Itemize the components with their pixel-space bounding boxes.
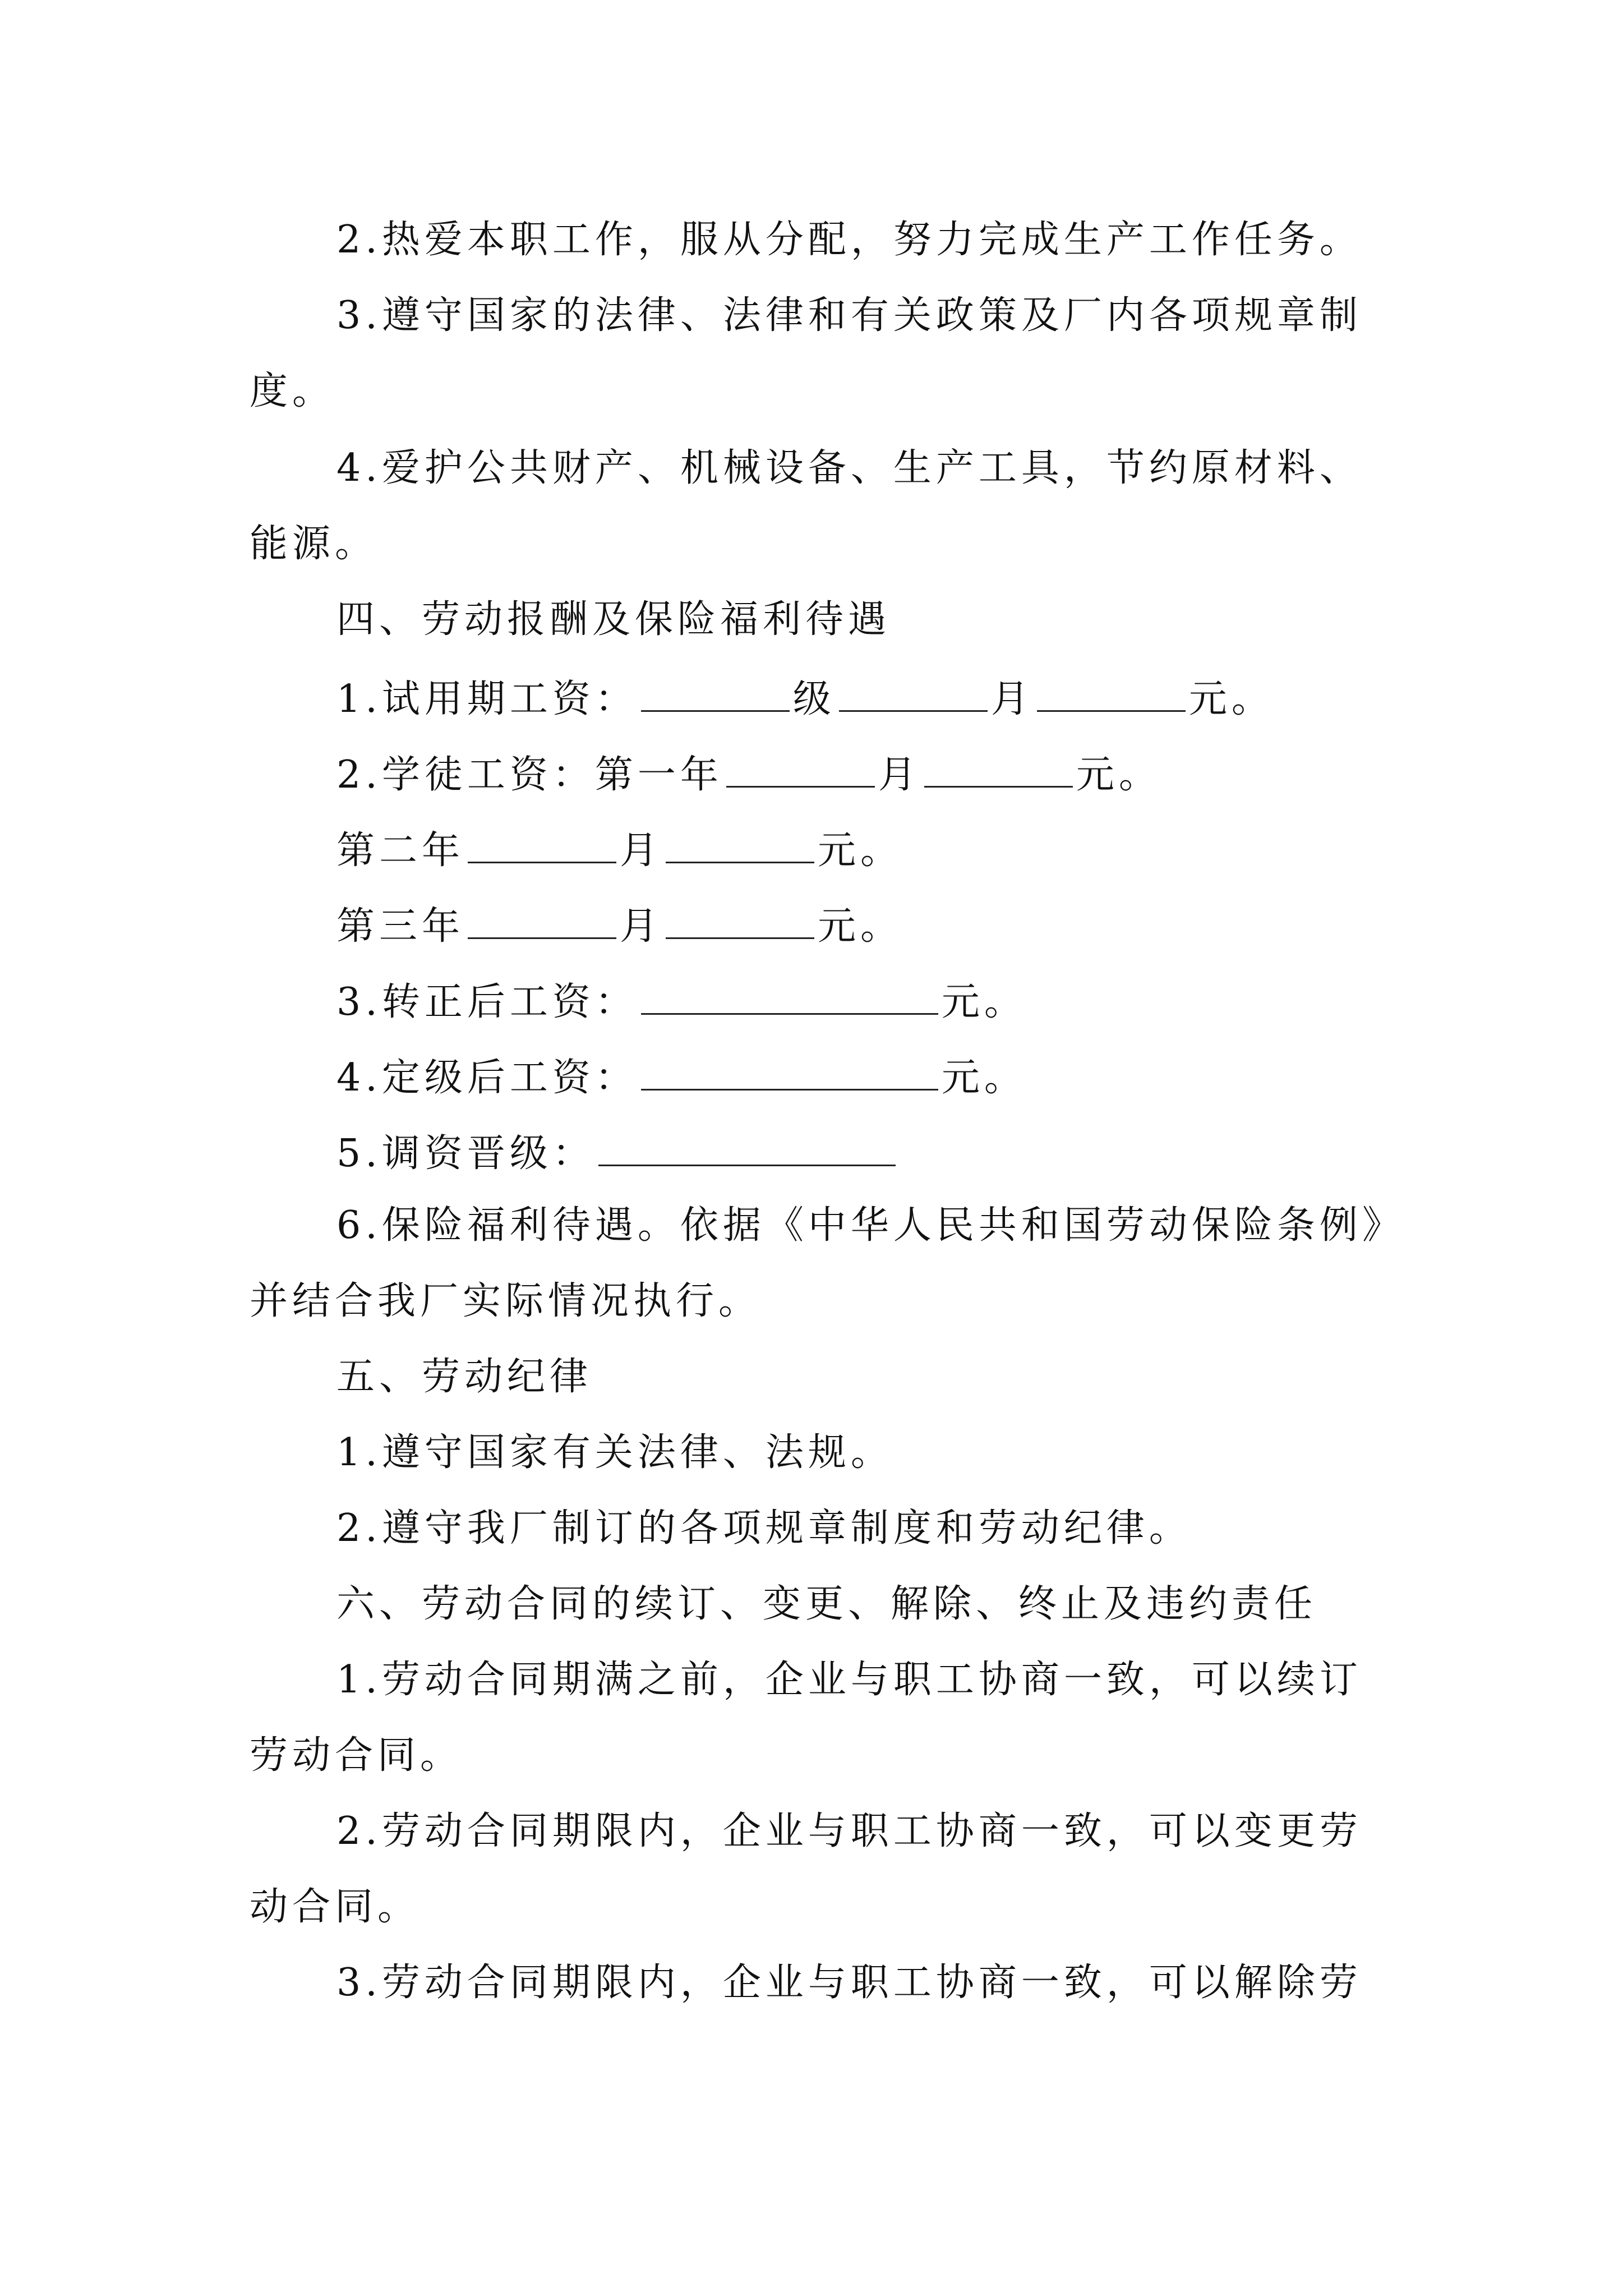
unit-label: 月 <box>620 829 663 873</box>
blank-field <box>641 673 790 712</box>
blank-field <box>641 1052 938 1091</box>
section-heading: 五、劳动纪律 <box>336 1355 593 1399</box>
field-label: 第三年 <box>336 904 465 949</box>
wage-line-promotion <box>336 1128 1486 1176</box>
blank-field <box>666 825 814 863</box>
paragraph-line: 1.劳动合同期满之前，企业与职工协商一致，可以续订 <box>336 1658 1362 1702</box>
wage-line-probation <box>336 673 1486 722</box>
unit-label: 元。 <box>818 904 903 949</box>
paragraph-line: 能源。 <box>250 522 378 566</box>
section-heading: 六、劳动合同的续订、变更、解除、终止及违约责任 <box>336 1582 1317 1626</box>
blank-field <box>468 825 616 863</box>
field-label: 4.定级后工资： <box>336 1056 638 1100</box>
paragraph-line: 1.遵守国家有关法律、法规。 <box>336 1430 893 1475</box>
paragraph-line: 动合同。 <box>250 1885 421 1929</box>
paragraph-line: 2.劳动合同期限内，企业与职工协商一致，可以变更劳 <box>336 1809 1362 1853</box>
blank-field <box>666 900 814 939</box>
field-label: 1.试用期工资： <box>336 677 638 721</box>
paragraph-line: 2.遵守我厂制订的各项规章制度和劳动纪律。 <box>336 1506 1192 1550</box>
paragraph-line: 6.保险福利待遇。依据《中华人民共和国劳动保险条例》 <box>336 1203 1405 1248</box>
paragraph-line: 2.热爱本职工作，服从分配，努力完成生产工作任务。 <box>336 218 1362 262</box>
blank-field <box>924 749 1073 788</box>
unit-label: 元。 <box>941 980 1027 1024</box>
paragraph-line: 并结合我厂实际情况执行。 <box>250 1279 762 1323</box>
paragraph-line: 劳动合同。 <box>250 1733 463 1778</box>
paragraph-line: 3.遵守国家的法律、法律和有关政策及厂内各项规章制 <box>336 293 1362 338</box>
field-label: 3.转正后工资： <box>336 980 638 1024</box>
wage-line-regular <box>336 976 1486 1025</box>
field-label: 第二年 <box>336 829 465 873</box>
wage-line-apprentice-year3 <box>336 900 1486 949</box>
field-label: 5.调资晋级： <box>336 1131 595 1176</box>
blank-field <box>1037 673 1186 712</box>
section-heading: 四、劳动报酬及保险福利待遇 <box>336 597 891 642</box>
paragraph-line: 3.劳动合同期限内，企业与职工协商一致，可以解除劳 <box>336 1961 1362 2005</box>
blank-field <box>839 673 988 712</box>
blank-field <box>598 1128 896 1166</box>
paragraph-line: 4.爱护公共财产、机械设备、生产工具，节约原材料、 <box>336 446 1362 490</box>
wage-line-graded <box>336 1052 1486 1101</box>
unit-label: 元。 <box>818 829 903 873</box>
wage-line-apprentice-year2 <box>336 825 1486 873</box>
unit-label: 元。 <box>941 1056 1027 1100</box>
blank-field <box>641 976 938 1015</box>
blank-field <box>726 749 875 788</box>
unit-label: 元。 <box>1188 677 1274 721</box>
unit-label: 月 <box>990 677 1034 721</box>
blank-field <box>468 900 616 939</box>
unit-label: 级 <box>792 677 836 721</box>
field-label: 2.学徒工资：第一年 <box>336 753 723 797</box>
wage-line-apprentice-year1 <box>336 749 1486 798</box>
unit-label: 月 <box>878 753 921 797</box>
unit-label: 元。 <box>1076 753 1161 797</box>
paragraph-line: 度。 <box>250 369 335 413</box>
unit-label: 月 <box>620 904 663 949</box>
